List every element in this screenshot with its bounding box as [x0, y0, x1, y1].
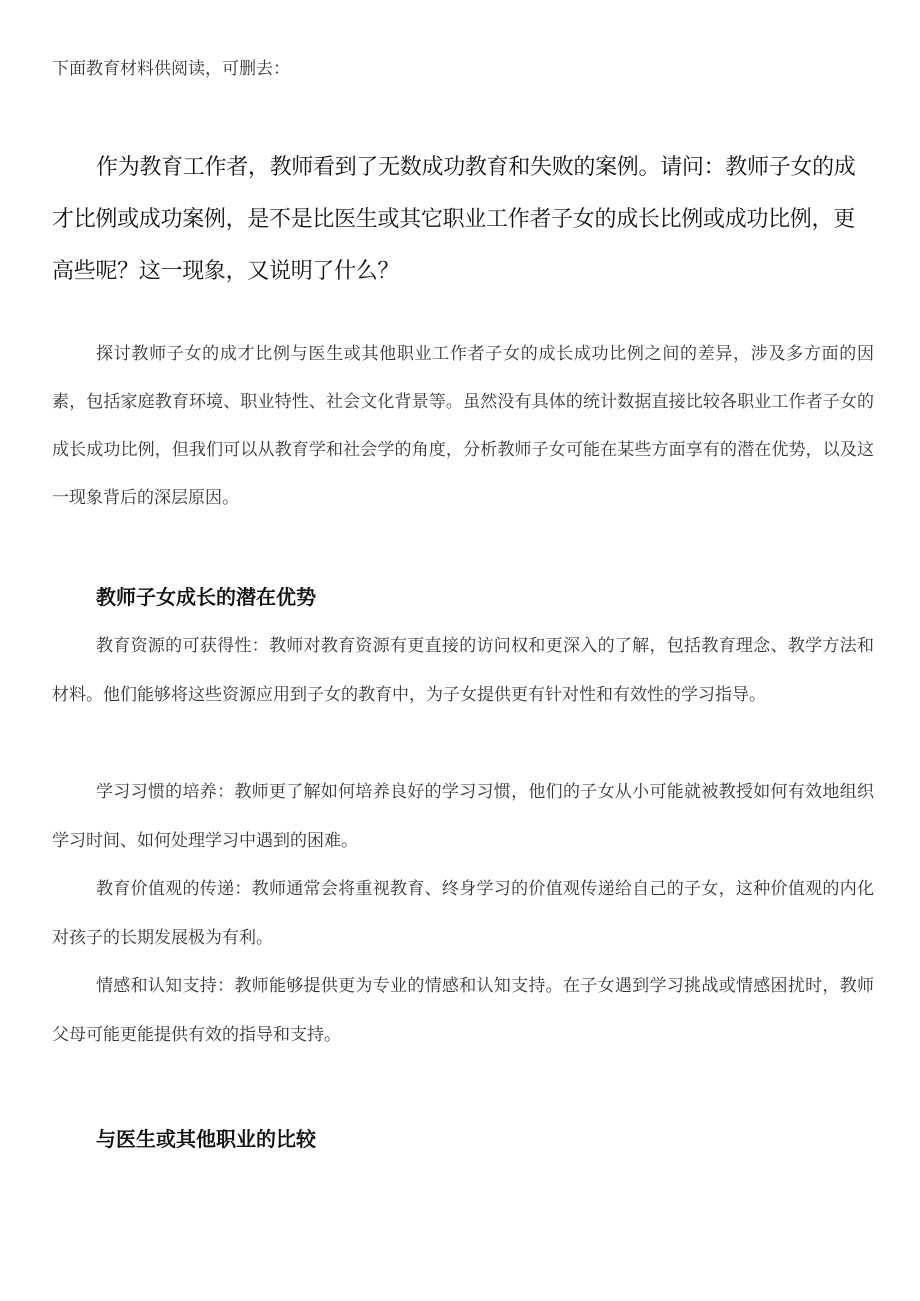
section-heading-advantages: 教师子女成长的潜在优势	[96, 585, 316, 609]
removable-note: 下面教育材料供阅读，可删去：	[52, 59, 290, 79]
advantage-paragraph-support: 情感和认知支持：教师能够提供更为专业的情感和认知支持。在子女遇到学习挑战或情感困扰时，教师父母可能更能提供有效的指导和支持。	[52, 976, 874, 1045]
question-paragraph: 作为教育工作者，教师看到了无数成功教育和失败的案例。请问：教师子女的成才比例或成功案例，是不是比医生或其它职业工作者子女的成长比例或成功比例，更高些呢？这一现象，又说明了什么？	[52, 155, 856, 284]
advantage-paragraph-habits: 学习习惯的培养：教师更了解如何培养良好的学习习惯，他们的子女从小可能就被教授如何有效地组织学习时间、如何处理学习中遇到的困难。	[52, 782, 874, 851]
section-heading-comparison: 与医生或其他职业的比较	[96, 1127, 316, 1151]
advantage-paragraph-resources: 教育资源的可获得性：教师对教育资源有更直接的访问权和更深入的了解，包括教育理念、教学方法和材料。他们能够将这些资源应用到子女的教育中，为子女提供更有针对性和有效性的学习指导。	[52, 636, 874, 705]
intro-paragraph: 探讨教师子女的成才比例与医生或其他职业工作者子女的成长成功比例之间的差异，涉及多方面的因素，包括家庭教育环境、职业特性、社会文化背景等。虽然没有具体的统计数据直接比较各职业工作者子女的成长成功比例，但我们可以从教育学和社会学的角度，分析教师子女可能在某些方面享有的潜在优势，以及这一现象背后的深层原因。	[52, 344, 874, 508]
advantage-paragraph-values: 教育价值观的传递：教师通常会将重视教育、终身学习的价值观传递给自己的子女，这种价值观的内化对孩子的长期发展极为有利。	[52, 879, 874, 948]
